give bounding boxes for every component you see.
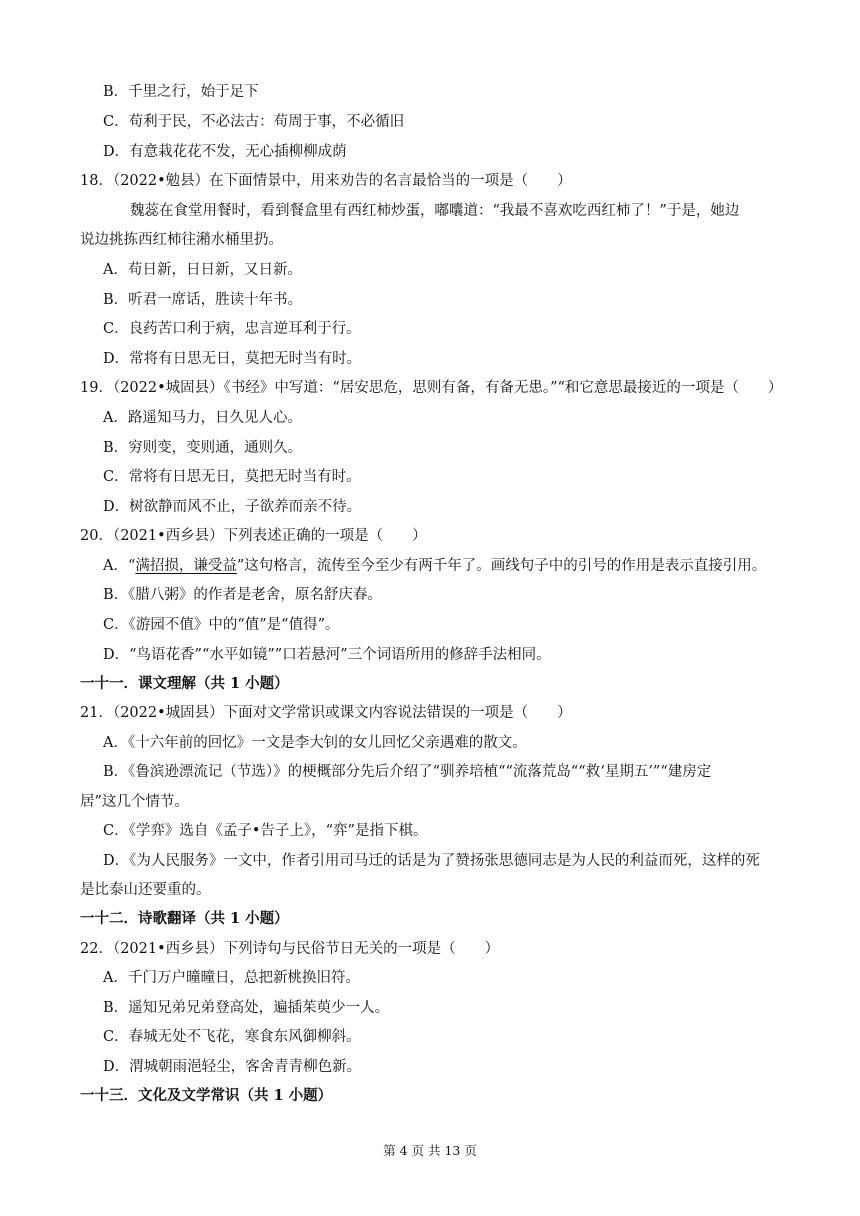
- page-footer: 第 4 页 共 13 页: [383, 1143, 477, 1158]
- question-18-passage: 魏蕊在食堂用餐时，看到餐盒里有西红柿炒蛋，嘟囔道：“我最不喜欢吃西红柿了！”于是，她边: [130, 203, 740, 219]
- option-21b-cont: 居”这几个情节。: [80, 794, 189, 810]
- option-17b: B．千里之行，始于足下: [103, 84, 259, 100]
- question-18-passage-cont: 说边挑拣西红柿往潲水桶里扔。: [80, 232, 283, 248]
- option-22c: C．春城无处不飞花，寒食东风御柳斜。: [103, 1029, 361, 1045]
- option-21b: B．《鲁滨逊漂流记（节选）》的梗概部分先后介绍了“驯养培植““流落荒岛““救‘星期五’”“建房定: [103, 764, 712, 780]
- option-17c: C．苟利于民，不必法古：苟周于事，不必循旧: [103, 114, 405, 130]
- option-21d-cont: 是比泰山还要重的。: [80, 882, 211, 898]
- option-18c: C．良药苦口利于病，忠言逆耳利于行。: [103, 321, 361, 337]
- question-21: 21．（2022•城固县）下面对文学常识或课文内容说法错误的一项是（ ）: [80, 705, 572, 721]
- question-18: 18．（2022•勉县）在下面情景中，用来劝告的名言最恰当的一项是（ ）: [80, 173, 572, 189]
- section-heading-11: 一十一．课文理解（共 1 小题）: [80, 675, 289, 692]
- option-20a: [103, 556, 766, 576]
- option-18b: B．听君一席话，胜读十年书。: [103, 292, 303, 308]
- section-heading-12: 一十二．诗歌翻译（共 1 小题）: [80, 910, 289, 927]
- option-22d: D．渭城朝雨浥轻尘，客舍青青柳色新。: [103, 1059, 362, 1075]
- question-19: 19．（2022•城固县）《书经》中写道：“居安思危，思则有备，有备无患。”“和它意思最接近的一项是（ ）: [80, 380, 783, 396]
- option-19d: D．树欲静而风不止，子欲养而亲不待。: [103, 499, 362, 515]
- option-20a-prefix: A．“: [103, 558, 136, 574]
- question-22: 22．（2021•西乡县）下列诗句与民俗节日无关的一项是（ ）: [80, 941, 500, 957]
- section-heading-13: 一十三．文化及文学常识（共 1 小题）: [80, 1087, 333, 1104]
- option-22b: B．遥知兄弟兄弟登高处，遍插茱萸少一人。: [103, 1000, 390, 1016]
- option-22a: A．千门万户曈曈日，总把新桃换旧符。: [103, 970, 360, 986]
- option-19a: A．路遥知马力，日久见人心。: [103, 410, 302, 426]
- option-18a: A．苟日新，日日新，又日新。: [103, 262, 302, 278]
- option-21d: D．《为人民服务》一文中，作者引用司马迁的话是为了赞扬张思德同志是为人民的利益而死，这样的死: [103, 853, 760, 869]
- option-17d: D．有意栽花花不发，无心插柳柳成荫: [103, 144, 347, 160]
- option-21a: A．《十六年前的回忆》一文是李大钊的女儿回忆父亲遇难的散文。: [103, 735, 527, 751]
- option-20b: B．《腊八粥》的作者是老舍，原名舒庆春。: [103, 587, 382, 603]
- option-20a-rest: ”这句格言，流传至今至少有两千年了。画线句子中的引号的作用是表示直接引用。: [236, 558, 767, 574]
- option-19b: B．穷则变，变则通，通则久。: [103, 440, 303, 456]
- option-21c: C．《学弈》选自《孟子•告子上》，“弈”是指下棋。: [103, 823, 428, 839]
- option-20c: C．《游园不值》中的“值”是“值得”。: [103, 617, 340, 633]
- underlined-motto: 满招损，谦受益: [135, 558, 237, 574]
- option-20d: D．“鸟语花香”“水平如镜””口若悬河”三个词语所用的修辞手法相同。: [103, 647, 551, 663]
- question-20: 20．（2021•西乡县）下列表述正确的一项是（ ）: [80, 528, 427, 544]
- option-18d: D．常将有日思无日，莫把无时当有时。: [103, 351, 362, 367]
- option-19c: C．常将有日思无日，莫把无时当有时。: [103, 469, 361, 485]
